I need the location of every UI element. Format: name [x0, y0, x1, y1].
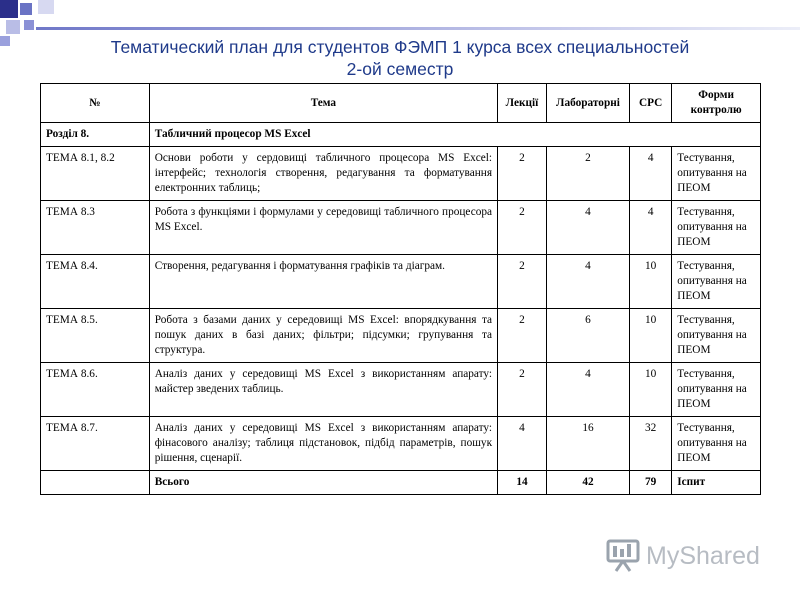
total-label: Всього: [149, 471, 497, 495]
row-num: ТЕМА 8.7.: [41, 417, 150, 471]
row-srs: 10: [630, 309, 672, 363]
section-row: [41, 123, 761, 147]
total-empty: [41, 471, 150, 495]
table-row: [41, 309, 761, 363]
row-num: ТЕМА 8.1, 8.2: [41, 147, 150, 201]
row-num: ТЕМА 8.5.: [41, 309, 150, 363]
row-lectures: 2: [498, 147, 547, 201]
section-num: Розділ 8.: [41, 123, 150, 147]
section-topic: Табличний процесор MS Excel: [149, 123, 760, 147]
decor-square-light: [6, 20, 20, 34]
decor-top-rule: [36, 27, 800, 30]
myshared-watermark: [604, 536, 774, 576]
row-lectures: 4: [498, 417, 547, 471]
table-row: [41, 147, 761, 201]
row-topic: Створення, редагування і форматування графіків та діаграм.: [149, 255, 497, 309]
decor-square-pale: [38, 0, 54, 14]
table-row: [41, 255, 761, 309]
decor-square-small: [24, 20, 34, 30]
row-control: Тестування, опитування на ПЕОМ: [672, 309, 761, 363]
header-control: Форми контролю: [672, 84, 761, 123]
title-line-2: 2-ой семестр: [346, 59, 454, 79]
row-control: Тестування, опитування на ПЕОМ: [672, 417, 761, 471]
total-row: [41, 471, 761, 495]
row-srs: 32: [630, 417, 672, 471]
total-labs: 42: [546, 471, 629, 495]
header-topic: Тема: [149, 84, 497, 123]
row-topic: Аналіз даних у середовищі MS Excel з використанням апарату: фінасового аналізу; таблиця підстановок, підбід параметрів, пошук рішення, сценарії.: [149, 417, 497, 471]
row-num: ТЕМА 8.3: [41, 201, 150, 255]
total-control: Іспит: [672, 471, 761, 495]
row-topic: Аналіз даних у середовищі MS Excel з використанням апарату: майстер зведених таблиць.: [149, 363, 497, 417]
header-num: №: [41, 84, 150, 123]
row-labs: 6: [546, 309, 629, 363]
decor-square-dark: [0, 0, 18, 18]
title-line-1: Тематический план для студентов ФЭМП 1 курса всех специальностей: [110, 37, 690, 57]
row-control: Тестування, опитування на ПЕОМ: [672, 363, 761, 417]
presentation-board-icon: [604, 538, 642, 572]
row-lectures: 2: [498, 201, 547, 255]
row-num: ТЕМА 8.6.: [41, 363, 150, 417]
decor-square-medium: [20, 3, 32, 15]
row-lectures: 2: [498, 363, 547, 417]
row-topic: Робота з функціями і формулами у середовищі табличного процесора MS Excel.: [149, 201, 497, 255]
table-row: [41, 363, 761, 417]
total-srs: 79: [630, 471, 672, 495]
header-lectures: Лекції: [498, 84, 547, 123]
row-srs: 10: [630, 363, 672, 417]
row-control: Тестування, опитування на ПЕОМ: [672, 201, 761, 255]
row-topic: Робота з базами даних у середовищі MS Excel: впорядкування та пошук даних в базі даних; фільтри; підсумки; групування та структура.: [149, 309, 497, 363]
row-labs: 4: [546, 363, 629, 417]
row-lectures: 2: [498, 309, 547, 363]
row-labs: 2: [546, 147, 629, 201]
table-row: [41, 201, 761, 255]
slide-title: [40, 36, 760, 80]
row-srs: 10: [630, 255, 672, 309]
row-labs: 4: [546, 201, 629, 255]
row-lectures: 2: [498, 255, 547, 309]
row-labs: 16: [546, 417, 629, 471]
row-topic: Основи роботи у сердовищі табличного процесора MS Excel: інтерфейс; технологія створення, редагування та форматування електронних таблиць;: [149, 147, 497, 201]
thematic-plan-table: [40, 83, 761, 495]
header-srs: СРС: [630, 84, 672, 123]
total-lectures: 14: [498, 471, 547, 495]
row-control: Тестування, опитування на ПЕОМ: [672, 255, 761, 309]
watermark-text: MyShared: [646, 542, 760, 570]
table-row: [41, 417, 761, 471]
row-srs: 4: [630, 147, 672, 201]
row-control: Тестування, опитування на ПЕОМ: [672, 147, 761, 201]
header-labs: Лабораторні: [546, 84, 629, 123]
row-labs: 4: [546, 255, 629, 309]
row-num: ТЕМА 8.4.: [41, 255, 150, 309]
table-header-row: [41, 84, 761, 123]
row-srs: 4: [630, 201, 672, 255]
decor-square-tiny: [0, 36, 10, 46]
